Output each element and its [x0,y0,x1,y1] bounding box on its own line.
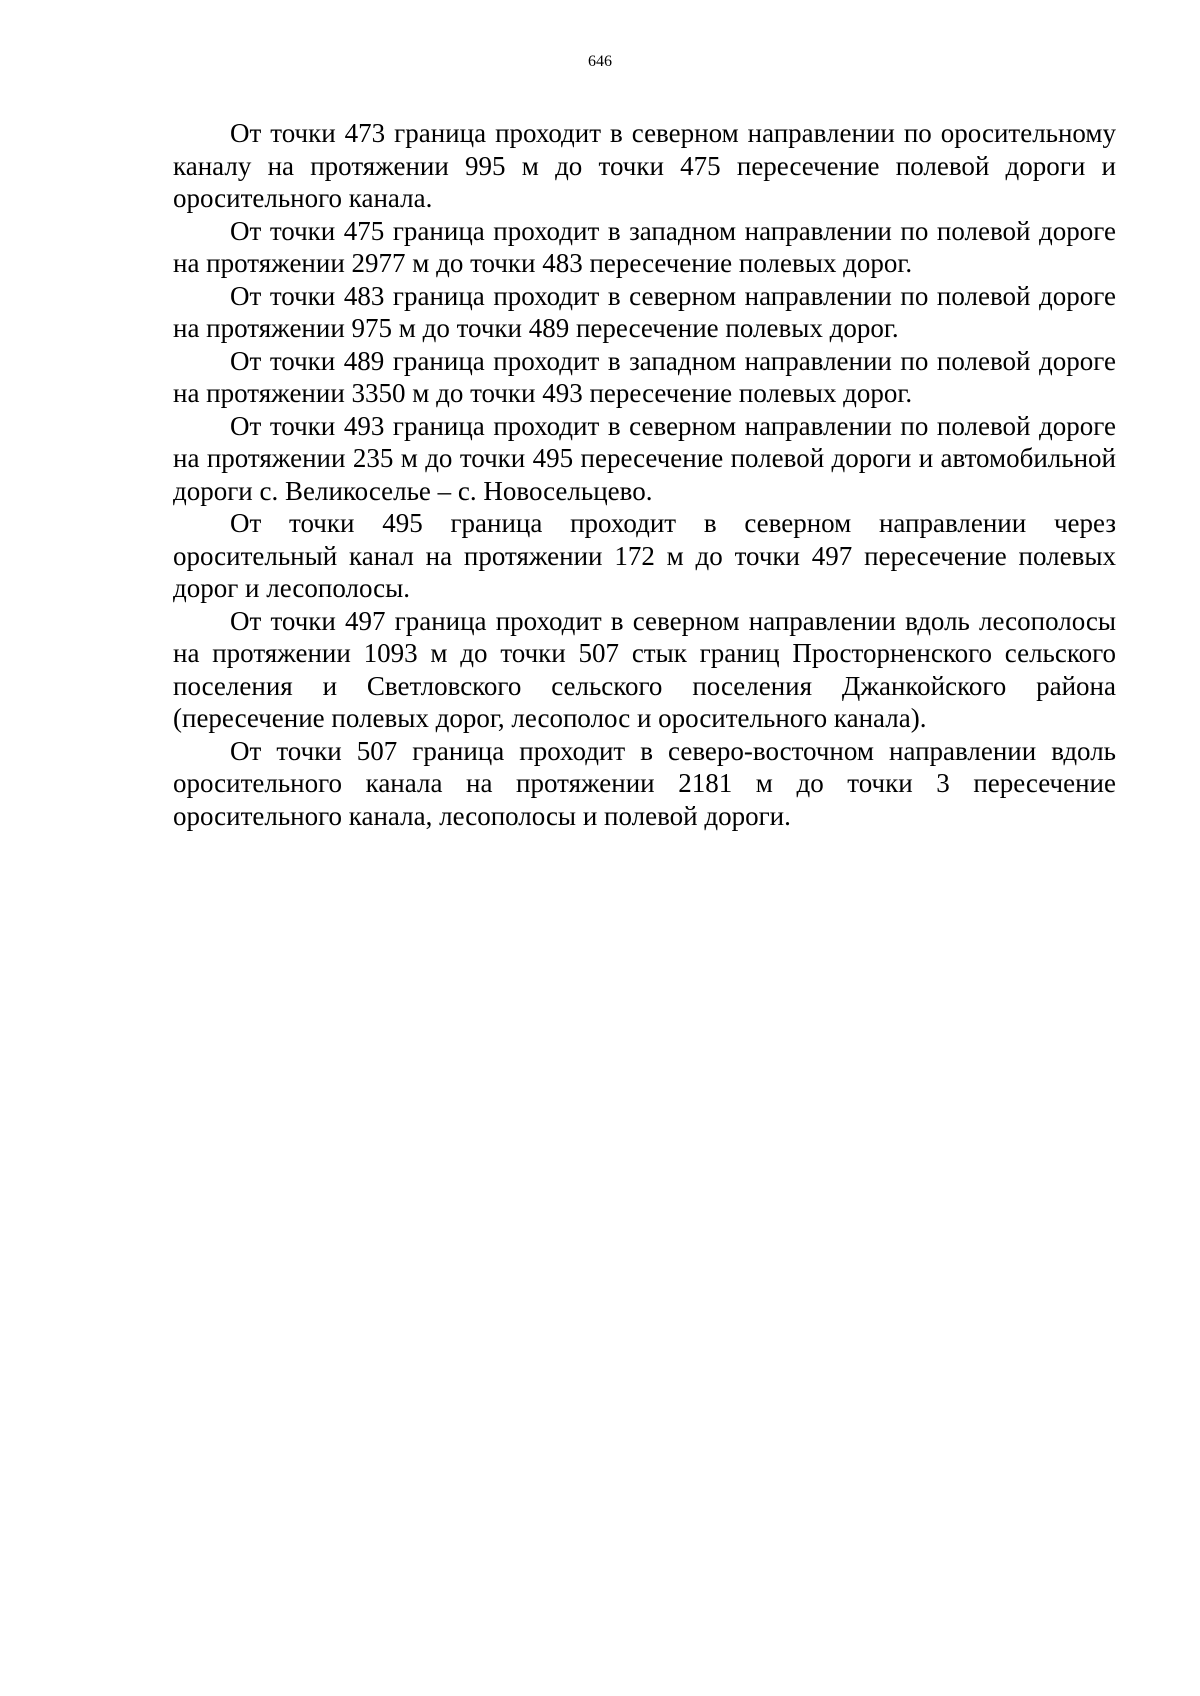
paragraph: От точки 489 граница проходит в западном направлении по полевой дороге на протяжении 3350 м до точки 493 пересечение полевых дорог. [173,345,1116,408]
paragraph: От точки 497 граница проходит в северном направлении вдоль лесополосы на протяжении 1093 м до точки 507 стык границ Просторненского сельского поселения и Светловского сельского поселения Джанкойского района (пересечение полевых дорог, лесополос и оросительного канала). [173,605,1116,733]
paragraph: От точки 507 граница проходит в северо-восточном направлении вдоль оросительного канала на протяжении 2181 м до точки 3 пересечение оросительного канала, лесополосы и полевой дороги. [173,735,1116,831]
paragraph: От точки 483 граница проходит в северном направлении по полевой дороге на протяжении 975 м до точки 489 пересечение полевых дорог. [173,280,1116,343]
paragraph: От точки 475 граница проходит в западном направлении по полевой дороге на протяжении 2977 м до точки 483 пересечение полевых дорог. [173,215,1116,278]
paragraph: От точки 495 граница проходит в северном направлении через оросительный канал на протяжении 172 м до точки 497 пересечение полевых дорог и лесополосы. [173,508,1116,603]
document-body [173,117,1116,832]
paragraph: От точки 473 граница проходит в северном направлении по оросительному каналу на протяжении 995 м до точки 475 пересечение полевой дороги и оросительного канала. [173,118,1116,213]
page-number: 646 [588,53,612,70]
paragraph: От точки 493 граница проходит в северном направлении по полевой дороге на протяжении 235 м до точки 495 пересечение полевой дороги и автомобильной дороги с. Великоселье – с. Новосельцево. [173,410,1116,506]
